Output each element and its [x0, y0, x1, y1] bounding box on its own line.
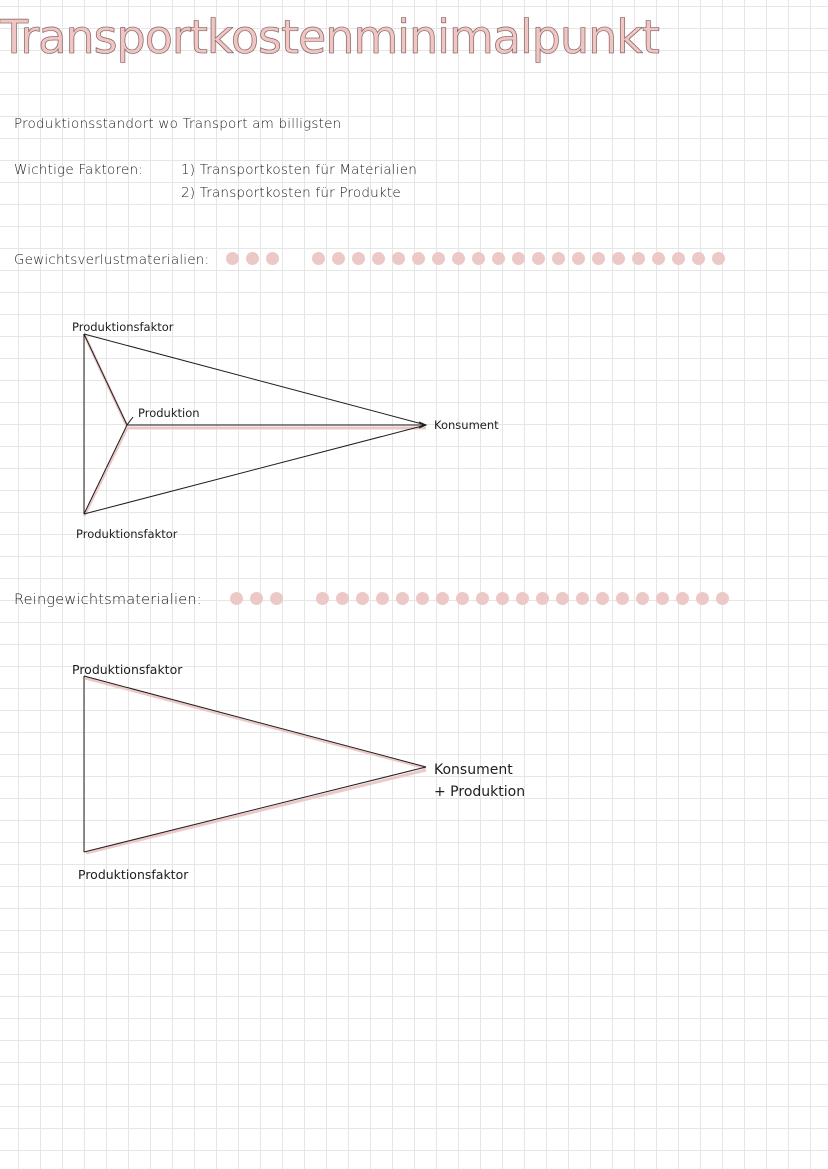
section2-heading: Reingewichtsmaterialien:	[14, 592, 202, 608]
d1-consumer-label: Konsument	[434, 418, 499, 432]
factor-item-1: 1) Transportkosten für Materialien	[181, 162, 417, 178]
d2-bottom-factor-label: Produktionsfaktor	[78, 867, 189, 882]
d1-top-factor-label: Produktionsfaktor	[72, 320, 174, 334]
page-title: Transportkostenminimalpunkt	[0, 10, 659, 64]
d2-consumer-label: Konsument	[434, 762, 513, 778]
d1-production-label: Produktion	[138, 406, 200, 420]
factors-label: Wichtige Faktoren:	[14, 162, 143, 178]
definition-text: Produktionsstandort wo Transport am billigsten	[14, 116, 342, 132]
factor-item-2: 2) Transportkosten für Produkte	[181, 185, 401, 201]
d1-bottom-factor-label: Produktionsfaktor	[76, 527, 178, 541]
d2-consumer-production-label: + Produktion	[434, 784, 526, 800]
d2-top-factor-label: Produktionsfaktor	[72, 662, 183, 677]
section1-heading: Gewichtsverlustmaterialien:	[14, 252, 210, 268]
